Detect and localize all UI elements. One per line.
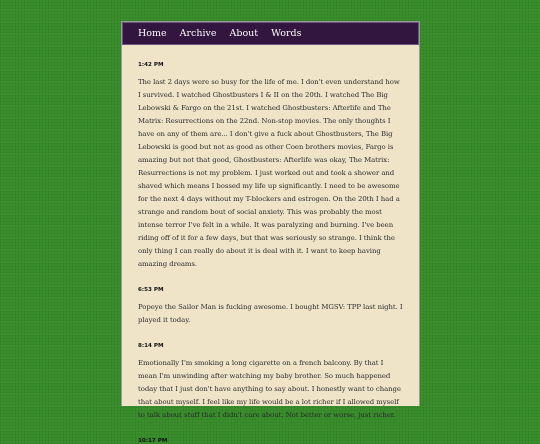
blog-page [121, 21, 420, 444]
post-body: The last 2 days were so busy for the life of me. I don't even understand how I survived. I watched Ghostbusters I & II on the 20th. I watched The Big Lebowski & Fargo on the 21st. I watched Ghostbusters: Afterlife and The Matrix: Resurrections on the 22nd. Non-stop movies. The only thoughts I have on any of them are... I don't give a fuck about Ghostbusters, The Big Lebowski is good but not as good as other Coen brothers movies, Fargo is amazing but not that good, Ghostbusters: Afterlife was okay, The Matrix: Resurrections is not my problem. I just worked out and took a shower and shaved which means I bossed my life up significantly. I need to be awesome for the next 4 days without my T-blockers and estrogen. On the 20th I had a strange and random bout of social anxiety. This was probably the most intense terror I've felt in a while. It was paralyzing and burning. I've been riding off of it for a few days, but that was seriously so strange. I think the only thing I can really do about it is deal with it. I want to keep having amazing dreams. [138, 78, 400, 268]
post-body: Emotionally I'm smoking a long cigarette on a french balcony. By that I mean I'm unwinding after watching my baby brother. So much happened today that I just don't have anything to say about. I honestly want to change that about myself. I feel like my life would be a lot richer if I allowed myself to talk about stuff that I didn't care about. Not better or worse, just richer. [138, 359, 401, 419]
nav-words-link[interactable]: Words [271, 28, 302, 39]
nav-home-link[interactable]: Home [138, 28, 167, 39]
post-body: Popeye the Sailor Man is fucking awesome. I bought MGSV: TPP last night. I played it today. [138, 303, 403, 324]
post-list [122, 62, 419, 444]
post-entry [138, 343, 403, 422]
post-entry [138, 287, 403, 327]
post-entry [138, 62, 403, 271]
nav-archive-link[interactable]: Archive [179, 28, 217, 39]
post-timestamp: 1:42 PM [138, 62, 164, 68]
post-timestamp: 6:53 PM [138, 287, 164, 293]
post-timestamp: 8:14 PM [138, 343, 164, 349]
nav-about-link[interactable]: About [229, 28, 259, 39]
top-nav [122, 22, 419, 45]
post-timestamp: 10:17 PM [138, 438, 168, 444]
post-entry [138, 438, 403, 444]
